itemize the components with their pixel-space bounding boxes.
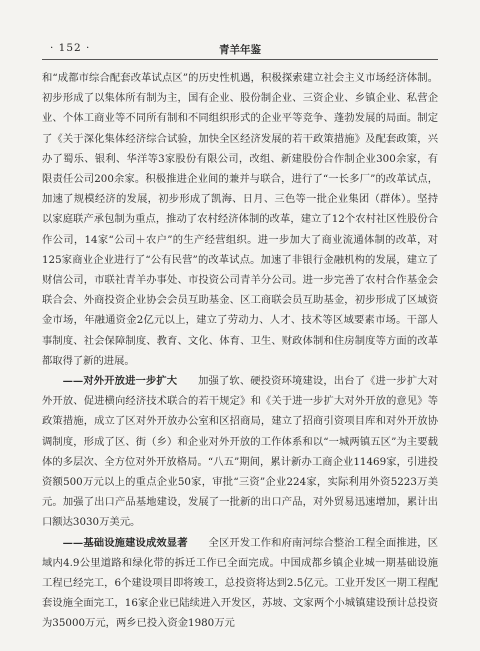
- running-header: [42, 40, 438, 58]
- paragraph: [42, 533, 438, 634]
- section-heading: ——对外开放进一步扩大: [62, 375, 178, 388]
- running-title: 青羊年鉴: [219, 44, 261, 56]
- paragraph-text: 加强了软、硬投资环境建设，出台了《进一步扩大对外开放、促进横向经济技术联合的若干规定》和《关于进一步扩大对外开放的意见》等政策措施，成立了区对外开放办公室和区招商局，建立了招商引资项目库和对外开放协调制度，形成了区、街（乡）和企业对外开放的工作体系和以“一城两镇五区”为主要载体的多层次、全方位对外开放格局。“八五”期间，累计新办工商企业11469家，引进投资额500万元以上的重点企业50家，审批“三资”企业224家，实际利用外资5223万美元。加强了出口产品基地建设，发展了一批新的出口产品，对外贸易迅速增加，累计出口额达3030万美元。: [42, 375, 439, 529]
- paragraph-text: 和“成都市综合配套改革试点区”的历史性机遇，积极探索建立社会主义市场经济体制。初步形成了以集体所有制为主，国有企业、股份制企业、三资企业、乡镇企业、私营企业、个体工商业等不同所有制和不同组织形式的企业平等竞争、蓬勃发展的局面。制定了《关于深化集体经济综合试验，加快全区经济发展的若干政策措施》及配套政策，兴办了蜀乐、银利、华洋等3家股份有限公司，改组、新建股份合作制企业300余家，有限责任公司200余家。积极推进企业间的兼并与联合，进行了“一长多厂”的改革试点，加速了规模经济的发展，初步形成了凯海、日月、三色等一批企业集团（群体）。坚持以家庭联产承包制为重点，推动了农村经济体制的改革，建立了12个农村社区性股份合作公司，14家“公司＋农户”的生产经营组织。进一步加大了商业流通体制的改革，对125家商业企业进行了“公有民营”的改革试点。加速了非银行金融机构的发展，建立了财信公司，市联社青羊办事处、市投资公司青羊分公司。进一步完善了农村合作基金会联合会、外商投资企业协会会员互助基金、区工商联会员互助基金，初步形成了区域资金市场，年融通资金2亿元以上，建立了劳动力、人才、技术等区域要素市场。干部人事制度、社会保障制度、教育、文化、体育、卫生、财政体制和住房制度等方面的改革都取得了新的进展。: [42, 72, 438, 367]
- paragraph-text: 全区开发工作和府南河综合整治工程全面推进，区域内4.9公里道路和绿化带的拆迁工作已全面完成。中国成都乡镇企业城一期基础设施工程已经完工，6个建设项目即将竣工，总投资将达到2.5亿元。工业开发区一期工程配套设施全面完工，16家企业已陆续进入开发区，苏坡、文家两个小城镇建设预计总投资为35000万元，两乡已投入资金1980万元: [42, 536, 439, 630]
- paragraph: [42, 371, 438, 533]
- paragraph: [42, 68, 438, 371]
- page-number: · 152 ·: [50, 42, 91, 54]
- header-rule: [42, 59, 438, 60]
- section-heading: ——基础设施建设成效显著: [62, 536, 188, 549]
- body-text: [42, 68, 438, 634]
